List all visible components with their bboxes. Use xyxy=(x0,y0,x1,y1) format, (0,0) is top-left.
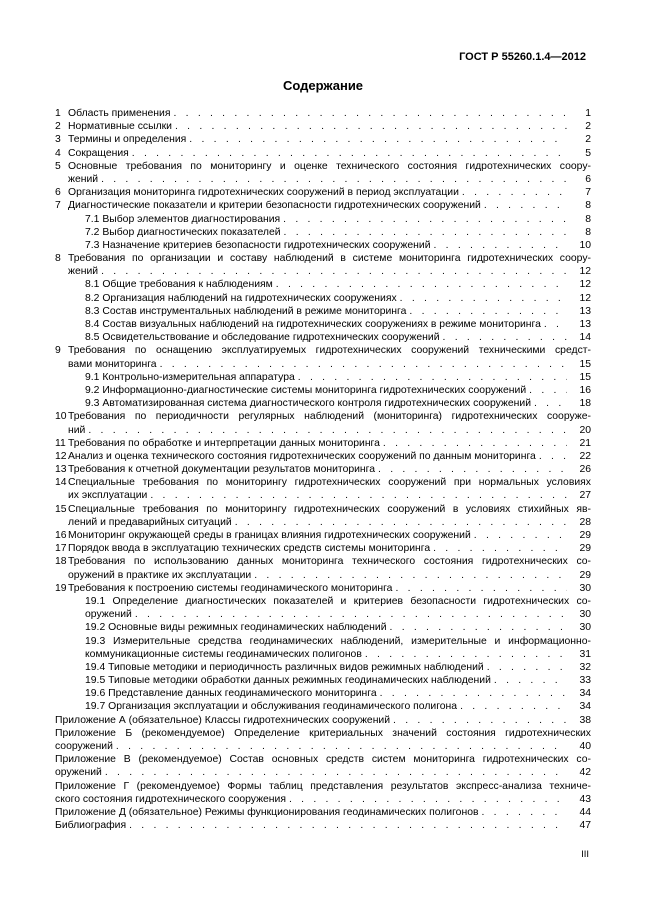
toc-entry-number: 18 xyxy=(55,556,67,568)
toc-entry[interactable] xyxy=(55,437,591,450)
toc-entry-text: 8.2 Организация наблюдений на гидротехнических сооружениях xyxy=(85,292,397,304)
toc-entry-text: Мониторинг окружающей среды в границах влияния гидротехнических сооружений xyxy=(68,530,471,541)
toc-entry[interactable] xyxy=(55,147,591,160)
toc-entry-page: 8 xyxy=(585,226,591,238)
toc-entry[interactable] xyxy=(55,450,591,463)
toc-entry-text: 7.2 Выбор диагностических показателей xyxy=(85,226,281,238)
toc-entry-text: 19.4 Типовые методики и периодичность различных видов режимных наблюдений xyxy=(85,661,484,673)
toc-entry-text: 9.2 Информационно-диагностические системы мониторинга гидротехнических сооружений xyxy=(85,384,527,396)
toc-entry[interactable] xyxy=(55,133,591,146)
toc-entry[interactable] xyxy=(55,621,591,634)
toc-entry-number: 6 xyxy=(55,187,61,199)
toc-entry-text: Требования по обработке и интерпретации данных мониторинга xyxy=(68,437,380,449)
toc-entry-page: 15 xyxy=(579,358,591,370)
toc-entry-text: 8.5 Освидетельствование и обследование гидротехнических сооружений xyxy=(85,332,440,344)
dot-leader xyxy=(280,213,567,226)
toc-entry-number: 4 xyxy=(55,147,61,159)
toc-entry-text: вами мониторинга xyxy=(68,358,157,370)
toc-entry-number: 12 xyxy=(55,450,67,462)
toc-entry-text: 19.1 Определение диагностических показателей и критериев безопасности гидротехнических со- xyxy=(85,595,591,607)
dot-leader xyxy=(132,608,567,621)
toc-entry-page: 30 xyxy=(579,582,591,594)
toc-entry[interactable] xyxy=(55,318,591,331)
toc-entry-text: Нормативные ссылки xyxy=(68,121,172,133)
dot-leader xyxy=(440,331,567,344)
toc-entry[interactable] xyxy=(55,213,591,226)
dot-leader xyxy=(375,463,567,476)
toc-entry[interactable] xyxy=(55,503,591,529)
dot-leader xyxy=(147,489,567,502)
toc-entry-number: 9 xyxy=(55,345,61,357)
toc-entry-text: жений xyxy=(68,266,99,278)
toc-entry-page: 29 xyxy=(579,543,591,555)
dot-leader xyxy=(129,147,567,160)
toc-entry-page: 14 xyxy=(579,332,591,344)
toc-entry-text: 19.5 Типовые методики обработки данных режимных геодинамических наблюдений xyxy=(85,675,491,687)
toc-entry[interactable] xyxy=(55,582,591,595)
toc-entry[interactable] xyxy=(55,252,591,278)
toc-entry-text: Сокращения xyxy=(68,147,129,159)
toc-entry-text: Приложение Б (рекомендуемое) Определение критериальных значений состояния гидротехнических xyxy=(55,727,591,739)
toc-entry[interactable] xyxy=(55,463,591,476)
toc-entry-number: 17 xyxy=(55,543,67,555)
toc-entry-number: 13 xyxy=(55,464,67,476)
toc-entry-text: Диагностические показатели и критерии безопасности гидротехнических сооружений xyxy=(68,200,481,212)
dot-leader xyxy=(457,700,567,713)
toc-entry[interactable] xyxy=(55,542,591,555)
toc-entry-page: 2 xyxy=(585,134,591,146)
toc-entry-page: 8 xyxy=(585,213,591,225)
toc-entry-text: оружений xyxy=(85,609,132,621)
dot-leader xyxy=(98,173,567,186)
toc-entry-page: 30 xyxy=(579,622,591,634)
toc-entry-text: 8.1 Общие требования к наблюдениям xyxy=(85,279,273,291)
toc-entry-number: 10 xyxy=(55,411,67,423)
toc-entry-page: 43 xyxy=(579,793,591,805)
toc-entry[interactable] xyxy=(55,199,591,212)
dot-leader xyxy=(295,371,567,384)
dot-leader xyxy=(392,582,567,595)
dot-leader xyxy=(157,358,567,371)
toc-entry[interactable] xyxy=(55,700,591,713)
dot-leader xyxy=(281,226,567,239)
toc-entry-text: 8.4 Состав визуальных наблюдений на гидротехнических сооружениях в режиме мониторинга xyxy=(85,319,541,330)
dot-leader xyxy=(362,648,567,661)
toc-entry-text: Приложение Г (рекомендуемое) Формы таблиц представления результатов экспресс-анализа техниче- xyxy=(55,780,591,792)
toc-entry[interactable] xyxy=(55,476,591,502)
dot-leader xyxy=(170,107,567,120)
toc-entry[interactable] xyxy=(55,278,591,291)
toc-entry-text: Специальные требования по мониторингу гидротехнических сооружений в условиях стихийных яв- xyxy=(68,503,591,515)
toc-entry-text: Требования к отчетной документации результатов мониторинга xyxy=(68,464,376,476)
toc-entry-number: 15 xyxy=(55,503,67,515)
toc-entry-text: Порядок ввода в эксплуатацию технических средств системы мониторинга xyxy=(68,543,431,555)
toc-entry-number: 16 xyxy=(55,530,67,541)
toc-entry-text: Специальные требования по мониторингу гидротехнических сооружений при нормальных условиях xyxy=(68,477,591,489)
toc-entry-page: 28 xyxy=(579,516,591,528)
toc-entry-text: их эксплуатации xyxy=(68,490,148,502)
dot-leader xyxy=(387,621,567,634)
page-number: III xyxy=(581,849,589,860)
toc-entry-text: Анализ и оценка технического состояния гидротехнических сооружений по данным мониторинга xyxy=(68,450,536,462)
dot-leader xyxy=(377,687,567,700)
toc-entry-page: 12 xyxy=(579,279,591,291)
toc-entry[interactable] xyxy=(55,410,591,436)
toc-entry-text: Приложение А (обязательное) Классы гидротехнических сооружений xyxy=(55,714,391,726)
dot-leader xyxy=(526,384,567,397)
toc-entry-page: 27 xyxy=(579,490,591,502)
toc-entry-page: 32 xyxy=(579,661,591,673)
toc-entry-text: жений xyxy=(68,173,99,185)
dot-leader xyxy=(431,239,568,252)
dot-leader xyxy=(531,397,567,410)
toc-entry-page: 18 xyxy=(579,398,591,410)
toc-entry[interactable] xyxy=(55,661,591,674)
dot-leader xyxy=(380,437,567,450)
toc-entry-page: 1 xyxy=(585,108,591,119)
document-id-header: ГОСТ Р 55260.1.4—2012 xyxy=(459,51,586,63)
toc-entry-number: 1 xyxy=(55,108,61,119)
toc-entry[interactable] xyxy=(55,727,591,753)
toc-entry-page: 26 xyxy=(579,464,591,476)
dot-leader xyxy=(98,265,567,278)
toc-entry-page: 7 xyxy=(585,187,591,199)
toc-entry-text: Организация мониторинга гидротехнических сооружений в период эксплуатации xyxy=(68,187,459,199)
toc-entry-page: 40 xyxy=(579,741,591,752)
dot-leader xyxy=(430,542,567,555)
toc-entry-page: 8 xyxy=(585,200,591,212)
toc-title: Содержание xyxy=(282,78,364,93)
toc-entry-page: 2 xyxy=(585,121,591,133)
toc-entry-text: 19.2 Основные виды режимных геодинамических наблюдений xyxy=(85,622,387,634)
toc-entry-text: Приложение В (рекомендуемое) Состав основных средств систем мониторинга гидротехнических со- xyxy=(55,754,591,766)
toc-entry[interactable] xyxy=(55,806,591,819)
dot-leader xyxy=(481,199,567,212)
toc-entry[interactable] xyxy=(55,344,591,370)
toc-entry[interactable] xyxy=(55,687,591,700)
dot-leader xyxy=(232,516,567,529)
toc-entry-text: Основные требования по мониторингу и оценке технического состояния гидротехнических соору- xyxy=(68,160,591,172)
toc-entry[interactable] xyxy=(55,331,591,344)
toc-entry[interactable] xyxy=(55,529,591,542)
toc-entry[interactable] xyxy=(55,819,591,832)
toc-entry-page: 16 xyxy=(579,384,591,396)
toc-entry-page: 33 xyxy=(579,675,591,687)
toc-entry-text: Термины и определения xyxy=(68,134,187,146)
dot-leader xyxy=(397,292,567,305)
dot-leader xyxy=(113,740,567,753)
toc-entry[interactable] xyxy=(55,595,591,621)
toc-entry[interactable] xyxy=(55,292,591,305)
toc-entry-page: 15 xyxy=(579,371,591,383)
dot-leader xyxy=(491,674,567,687)
toc-entry-page: 47 xyxy=(579,820,591,832)
toc-entry-page: 30 xyxy=(579,609,591,621)
toc-entry-page: 21 xyxy=(579,437,591,449)
toc-entry-text: Требования к построению системы геодинамического мониторинга xyxy=(68,582,393,594)
toc-entry[interactable] xyxy=(55,384,591,397)
toc-entry-page: 12 xyxy=(579,266,591,278)
toc-entry-text: ского состояния гидротехнического сооружения xyxy=(55,793,286,805)
toc-entry[interactable] xyxy=(55,397,591,410)
toc-entry-number: 7 xyxy=(55,200,61,212)
toc-entry-text: 19.6 Представление данных геодинамического мониторинга xyxy=(85,688,377,700)
toc-entry-number: 8 xyxy=(55,253,61,265)
toc-entry-page: 34 xyxy=(579,688,591,700)
toc-entry[interactable] xyxy=(55,239,591,252)
toc-entry-text: Требования по периодичности регулярных наблюдений (мониторинга) гидротехнических сооруже- xyxy=(68,411,591,423)
toc-entry-text: Библиография xyxy=(55,820,127,832)
toc-entry-page: 29 xyxy=(579,569,591,581)
toc-entry-page: 13 xyxy=(579,319,591,330)
toc-entry[interactable] xyxy=(55,186,591,199)
toc-entry-page: 44 xyxy=(579,806,591,818)
dot-leader xyxy=(541,318,567,331)
toc-entry-text: Требования по использованию данных мониторинга технического состояния гидротехнических со- xyxy=(68,556,591,568)
toc-entry-page: 6 xyxy=(585,173,591,185)
toc-entry-text: ний xyxy=(68,424,86,436)
toc-entry-number: 14 xyxy=(55,477,67,489)
dot-leader xyxy=(172,120,567,133)
toc-entry-text: Требования по организации и составу наблюдений в системе мониторинга гидротехнических соору- xyxy=(68,253,591,265)
toc-entry-text: 7.3 Назначение критериев безопасности гидротехнических сооружений xyxy=(85,239,431,251)
toc-entry-page: 10 xyxy=(579,239,591,251)
toc-entry-page: 34 xyxy=(579,701,591,713)
dot-leader xyxy=(102,766,567,779)
toc-entry-page: 13 xyxy=(579,305,591,317)
dot-leader xyxy=(406,305,567,318)
toc-entry-text: Требования по оснащению эксплуатируемых гидротехнических сооружений техническими средст- xyxy=(68,345,591,357)
toc-entry[interactable] xyxy=(55,714,591,727)
dot-leader xyxy=(459,186,567,199)
toc-entry-text: 19.7 Организация эксплуатации и обслуживания геодинамического полигона xyxy=(85,701,458,713)
toc-entry-text: 9.1 Контрольно-измерительная аппаратура xyxy=(85,371,295,383)
toc-entry-text: лений и предаварийных ситуаций xyxy=(68,516,232,528)
toc-entry[interactable] xyxy=(55,674,591,687)
toc-entry-number: 2 xyxy=(55,121,61,133)
toc-entry[interactable] xyxy=(55,160,591,186)
toc-entry[interactable] xyxy=(55,371,591,384)
dot-leader xyxy=(273,278,567,291)
dot-leader xyxy=(251,569,567,582)
toc-entry-text: оружений xyxy=(55,767,102,779)
toc-entry[interactable] xyxy=(55,107,591,120)
toc-entry-page: 22 xyxy=(579,450,591,462)
toc-entry-text: Приложение Д (обязательное) Режимы функционирования геодинамических полигонов xyxy=(55,806,479,818)
toc-entry-number: 3 xyxy=(55,134,61,146)
toc-entry-page: 42 xyxy=(579,767,591,779)
toc-entry[interactable] xyxy=(55,635,591,661)
toc-entry[interactable] xyxy=(55,780,591,806)
toc-entry-number: 11 xyxy=(55,437,66,449)
dot-leader xyxy=(536,450,567,463)
dot-leader xyxy=(286,793,567,806)
toc-entry-text: 19.3 Измерительные средства геодинамических наблюдений, измерительные и информационно- xyxy=(85,635,591,647)
toc-entry-page: 31 xyxy=(579,648,591,660)
toc-entry-number: 19 xyxy=(55,582,67,594)
table-of-contents xyxy=(55,107,591,832)
toc-entry[interactable] xyxy=(55,226,591,239)
toc-entry-number: 5 xyxy=(55,160,61,172)
toc-entry-text: 9.3 Автоматизированная система диагностического контроля гидротехнических сооружений xyxy=(85,398,531,410)
toc-entry[interactable] xyxy=(55,555,591,581)
dot-leader xyxy=(484,661,567,674)
toc-entry-page: 38 xyxy=(579,714,591,726)
toc-entry-text: оружений в практике их эксплуатации xyxy=(68,569,252,581)
toc-entry-text: коммуникационные системы геодинамических полигонов xyxy=(85,648,362,660)
toc-entry-text: Область применения xyxy=(68,108,171,119)
toc-entry-page: 5 xyxy=(585,147,591,159)
toc-entry-text: 7.1 Выбор элементов диагностирования xyxy=(85,213,281,225)
dot-leader xyxy=(479,806,568,819)
dot-leader xyxy=(471,529,567,542)
dot-leader xyxy=(186,133,567,146)
dot-leader xyxy=(390,714,567,727)
toc-entry-page: 20 xyxy=(579,424,591,436)
toc-entry[interactable] xyxy=(55,120,591,133)
toc-entry-text: 8.3 Состав инструментальных наблюдений в режиме мониторинга xyxy=(85,305,407,317)
dot-leader xyxy=(126,819,567,832)
toc-entry-page: 29 xyxy=(579,530,591,541)
toc-entry[interactable] xyxy=(55,305,591,318)
toc-entry-text: сооружений xyxy=(55,741,113,752)
toc-entry-page: 12 xyxy=(579,292,591,304)
toc-entry[interactable] xyxy=(55,753,591,779)
dot-leader xyxy=(85,424,567,437)
